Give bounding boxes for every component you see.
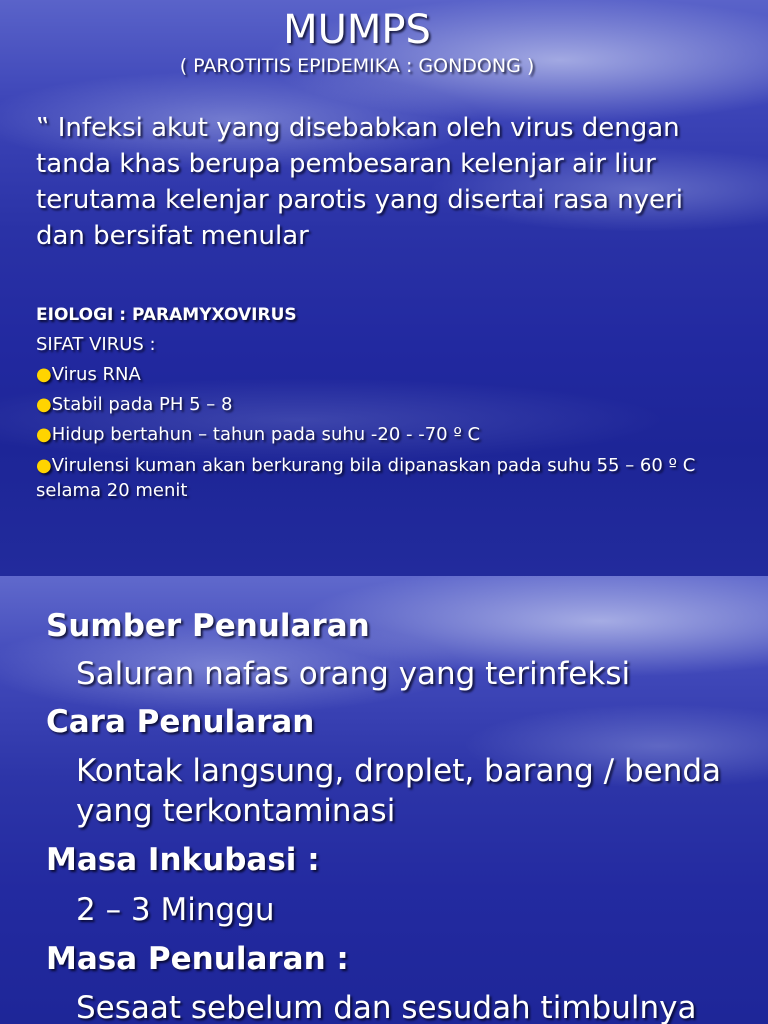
bullet-item	[36, 453, 736, 503]
virus-info-block	[36, 300, 736, 503]
incubation-heading: Masa Inkubasi :	[46, 842, 320, 878]
slide-transmission	[0, 576, 768, 1024]
bullet-icon: ●	[36, 394, 52, 415]
bullet-item	[36, 420, 736, 450]
bullet-text: Virus RNA	[51, 364, 141, 385]
bullet-text: Virulensi kuman akan berkurang bila dipanaskan pada suhu 55 – 60 º C selama 20 menit	[36, 455, 696, 501]
contagious-period-text: Sesaat sebelum dan sesudah timbulnya	[76, 990, 697, 1024]
slide-title: MUMPS	[283, 7, 431, 53]
incubation-text: 2 – 3 Minggu	[76, 892, 275, 928]
method-text: Kontak langsung, droplet, barang / benda yang terkontaminasi	[76, 753, 722, 829]
bullet-item	[36, 360, 736, 390]
virus-properties-label: SIFAT VIRUS :	[36, 334, 156, 355]
contagious-period-heading: Masa Penularan :	[46, 941, 349, 977]
method-heading: Cara Penularan	[46, 704, 315, 740]
slide-subtitle: ( PAROTITIS EPIDEMIKA : GONDONG )	[179, 55, 535, 77]
source-heading: Sumber Penularan	[46, 608, 370, 644]
bullet-text: Stabil pada PH 5 – 8	[51, 394, 233, 415]
etiology-heading: EIOLOGI : PARAMYXOVIRUS	[36, 305, 297, 325]
source-text: Saluran nafas orang yang terinfeksi	[76, 656, 631, 692]
bullet-text: Hidup bertahun – tahun pada suhu -20 - -70 º C	[51, 424, 481, 445]
bullet-icon: ●	[36, 455, 52, 476]
bullet-icon: ●	[36, 424, 52, 445]
bullet-icon: ●	[36, 364, 52, 385]
bullet-item	[36, 390, 736, 420]
definition-text: ‟ Infeksi akut yang disebabkan oleh virus dengan tanda khas berupa pembesaran kelenjar air liur terutama kelenjar parotis yang disertai rasa nyeri dan bersifat menular	[36, 113, 683, 251]
